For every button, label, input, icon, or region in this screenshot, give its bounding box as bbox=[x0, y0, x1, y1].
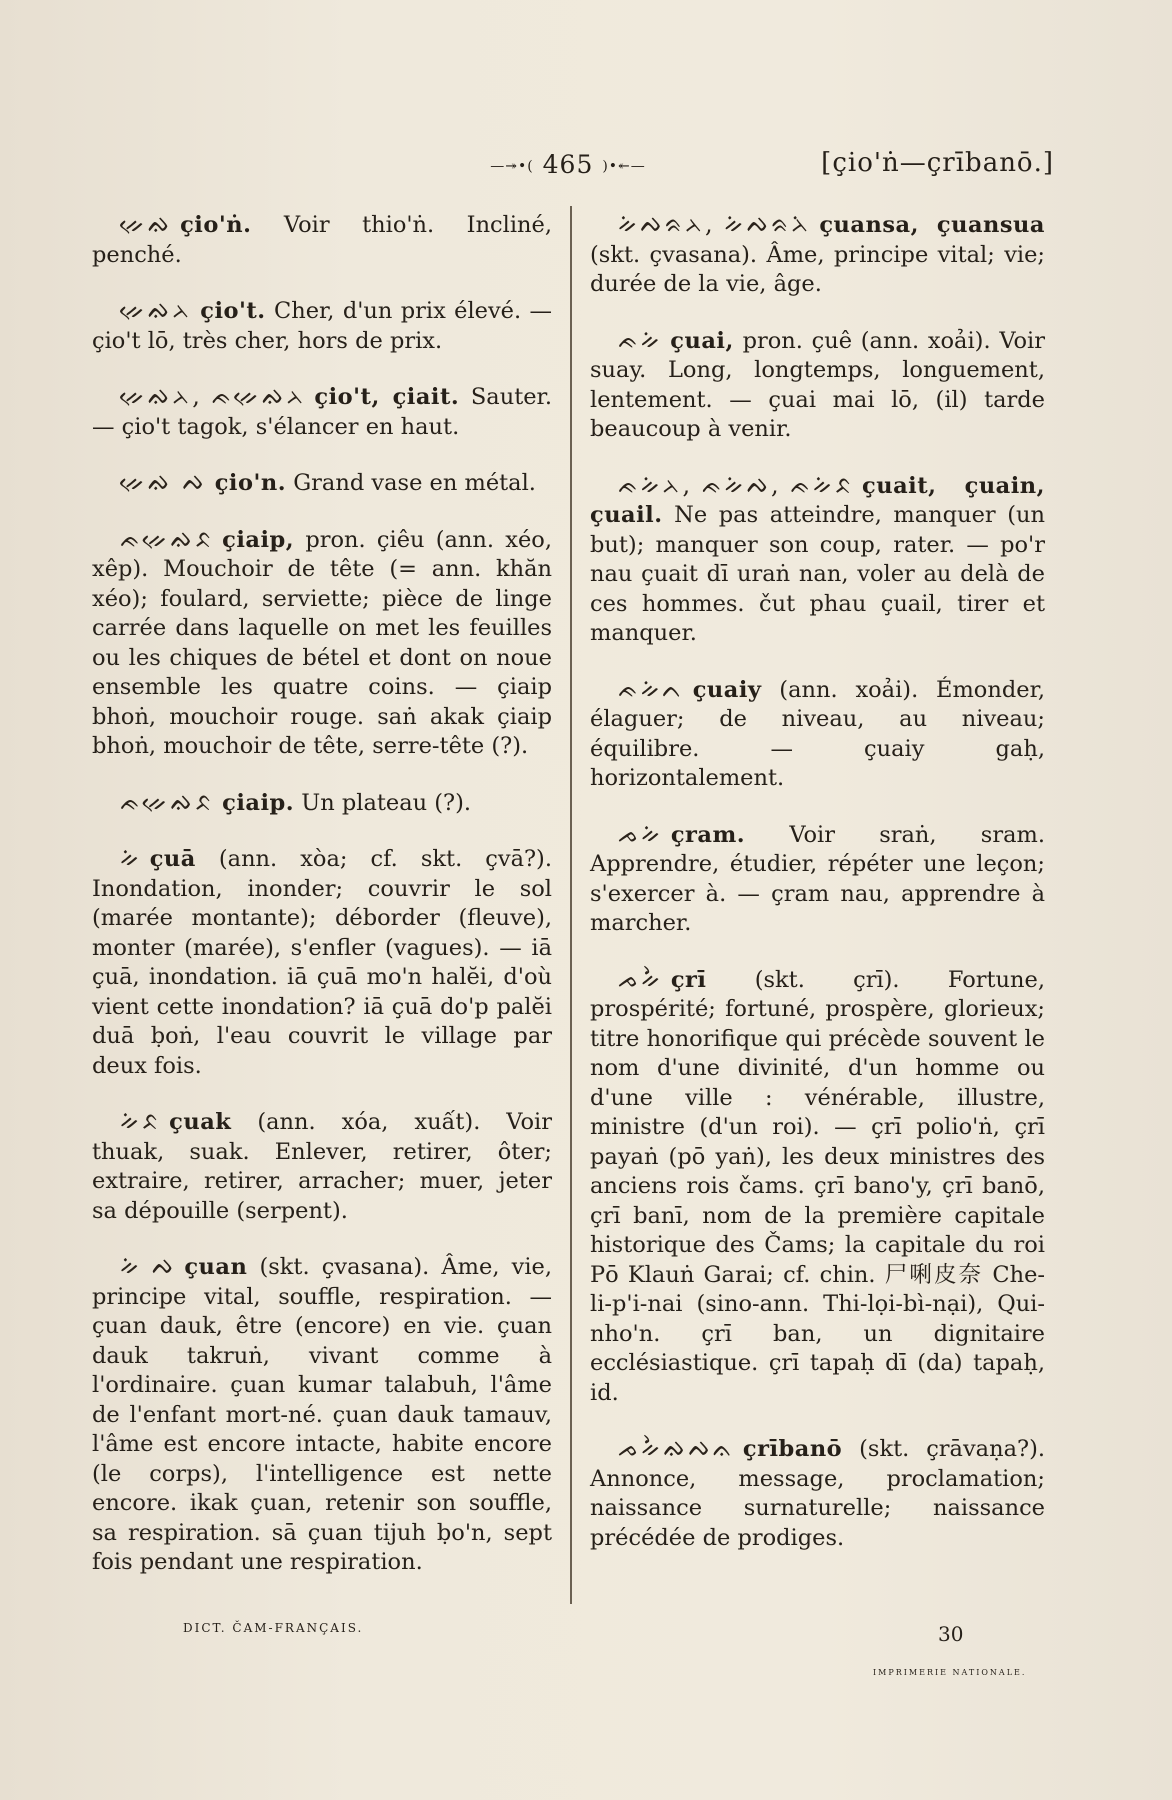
dictionary-entry bbox=[590, 471, 1045, 649]
cham-script-glyph: ᨀᨙᨁ ᨄ bbox=[120, 468, 207, 496]
dictionary-entry bbox=[92, 525, 552, 762]
dictionary-entry bbox=[92, 382, 552, 442]
entry-definition: Ne pas atteindre, manquer (un but); manquer son coup, rater. — po'r nau çuait dī uraṅ nan, voler au delà de ces hommes. čut phau çuail, tirer et manquer. bbox=[590, 502, 1045, 646]
entry-definition: (ann. xòa; cf. skt. çvā?). Inondation, inonder; couvrir le sol (marée montante); déborder (fleuve), monter (marée), s'enfler (vagues). — iā çuā, inondation. iā çuā mo'n halĕi, d'où vient cette inondation? iā çuā do'p palĕi duā ḅoṅ, l'eau couvrit le village par deux fois. bbox=[92, 846, 552, 1079]
footer-signature-number: 30 bbox=[938, 1622, 964, 1646]
header-ornament-left: —↠•( bbox=[490, 158, 534, 175]
entry-definition: (ann. xoải). Émonder, élaguer; de niveau, au niveau; équilibre. — çuaiy gaḥ, horizontalement. bbox=[590, 676, 1045, 791]
entry-definition: Voir sraṅ, sram. Apprendre, étudier, répéter une leçon; s'exercer à. — çram nau, apprendre à marcher. bbox=[590, 821, 1045, 936]
entry-headword: çiaip, bbox=[222, 526, 295, 553]
cham-script-glyph: ᨀᨙᨁ bbox=[120, 210, 173, 238]
entry-headword: çuā bbox=[149, 846, 196, 872]
cham-script-glyph: ᨍᨀᨗᨛ bbox=[618, 964, 663, 993]
cham-script-glyph: ᨀᨗᨄᨑᨂ, ᨀᨗᨄᨑᨂᨗ bbox=[618, 210, 812, 238]
entry-definition: pron. çuê (ann. xoải). Voir suay. Long, longtemps, longuement, lentement. — çuai mai lō, (il) tarde beaucoup à venir. bbox=[590, 327, 1045, 442]
entry-headword: çrībanō bbox=[742, 1436, 843, 1462]
entry-headword: çuak bbox=[169, 1109, 232, 1135]
entry-headword: çio't, çiait. bbox=[314, 384, 460, 410]
entry-definition: Cher, d'un prix élevé. — çio't lō, très cher, hors de prix. bbox=[92, 298, 552, 354]
entry-definition: (skt. çvasana). Âme, principe vital; vie; durée de la vie, âge. bbox=[590, 241, 1045, 297]
dictionary-entry bbox=[590, 1434, 1045, 1553]
column-divider bbox=[570, 206, 572, 1604]
cham-script-glyph: ᨍᨀᨗᨛᨁᨄᨊ bbox=[618, 1434, 735, 1462]
entry-headword: çiaip. bbox=[222, 789, 295, 816]
entry-headword: çram. bbox=[670, 821, 746, 848]
left-column bbox=[92, 210, 552, 1604]
entry-headword: çio'ṅ. bbox=[180, 212, 252, 238]
entry-headword: çuan bbox=[184, 1254, 248, 1280]
dictionary-entry bbox=[92, 1252, 552, 1578]
entry-headword: çuai, bbox=[670, 327, 734, 354]
header-ornament-right: )•↞— bbox=[602, 158, 646, 175]
dictionary-entry bbox=[92, 844, 552, 1081]
running-head: [çio'ṅ—çrībanō.] bbox=[821, 148, 1054, 178]
cham-script-glyph: ᨃᨀᨗ bbox=[618, 325, 663, 354]
cham-script-glyph: ᨃᨀᨗᨂ, ᨃᨀᨗᨄ, ᨃᨀᨗᨅ bbox=[618, 470, 855, 499]
dictionary-entry bbox=[92, 210, 552, 270]
dictionary-entry bbox=[590, 820, 1045, 939]
dictionary-entry bbox=[92, 468, 552, 499]
page-number-text: 465 bbox=[542, 150, 594, 179]
entry-definition: Un plateau (?). bbox=[301, 789, 472, 816]
entry-definition: pron. çiêu (ann. xéo, xêp). Mouchoir de tête (= ann. khăn xéo); foulard, serviette; pièce de linge carrée dans laquelle on met les feuilles ou les chiques de bétel et dont on noue ensemble les quatre coins. — çiaip bhoṅ, mouchoir rouge. saṅ akak çiaip bhoṅ, mouchoir de tête, serre-tête (?). bbox=[92, 526, 552, 759]
cham-script-glyph: ᨀᨗ ᨄ bbox=[120, 1252, 177, 1280]
entry-definition: Sauter. — çio't tagok, s'élancer en haut. bbox=[92, 384, 552, 440]
entry-definition: (skt. çvasana). Âme, vie, principe vital, souffle, respiration. — çuan dauk, être (encore) en vie. çuan dauk takruṅ, vivant comme à l'ordinaire. çuan kumar talabuh, l'âme de l'enfant mort-né. çuan dauk tamauv, l'âme est encore intacte, habite encore (le corps), l'intelligence est nette encore. ikak çuan, retenir son souffle, sa respiration. sā çuan tijuh ḅo'n, sept fois pendant une respiration. bbox=[92, 1254, 553, 1575]
footer-printer: IMPRIMERIE NATIONALE. bbox=[873, 1668, 1027, 1677]
entry-headword: çio't. bbox=[200, 298, 266, 324]
page-header bbox=[0, 150, 1172, 194]
cham-script-glyph: ᨃᨀᨙᨁᨅ bbox=[120, 524, 215, 553]
dictionary-entry bbox=[590, 965, 1045, 1409]
right-column bbox=[590, 210, 1045, 1579]
dictionary-entry bbox=[590, 210, 1045, 300]
page-number bbox=[468, 150, 668, 179]
dictionary-entry bbox=[92, 1107, 552, 1226]
dictionary-entry bbox=[590, 675, 1045, 794]
entry-definition: Grand vase en métal. bbox=[293, 470, 536, 496]
cham-script-glyph: ᨍᨀᨗ bbox=[618, 819, 663, 848]
entry-headword: çuaiy bbox=[692, 676, 762, 703]
entry-definition: (skt. çrāvaṇa?). Annonce, message, proclamation; naissance surnaturelle; naissance précédée de prodiges. bbox=[590, 1436, 1045, 1551]
cham-script-glyph: ᨀᨗ bbox=[120, 844, 142, 872]
entry-headword: çrī bbox=[670, 966, 707, 993]
entry-headword: çuait, çuain, çuail. bbox=[590, 472, 1045, 528]
dictionary-entry bbox=[92, 788, 552, 819]
cham-script-glyph: ᨃᨀᨙᨁᨅ bbox=[120, 787, 215, 816]
cham-script-glyph: ᨀᨗᨅ bbox=[120, 1107, 162, 1135]
dictionary-entry bbox=[92, 296, 552, 356]
cham-script-glyph: ᨃᨀᨗᨈ bbox=[618, 674, 685, 703]
entry-definition: Voir thio'ṅ. Incliné, penché. bbox=[92, 212, 553, 268]
entry-definition: (skt. çrī). Fortune, prospérité; fortuné, prospère, glorieux; titre honorifique qui précède souvent le nom d'une divinité, d'un homme ou d'une ville : vénérable, illustre, ministre (d'un roi). — çrī polio'ṅ, çrī payaṅ (pō yaṅ), les deux ministres des anciens rois čams. çrī bano'y, çrī banō, çrī banī, nom de la première capitale historique des Čams; la capitale du roi Pō Klauṅ Garai; cf. chin. 尸唎皮奈 Che-li-p'i-nai (sino-ann. Thi-lọi-bì-nại), Qui-nho'n. çrī ban, un dignitaire ecclésiastique. çrī tapaḥ dī (da) tapaḥ, id. bbox=[590, 966, 1045, 1406]
entry-headword: çio'n. bbox=[214, 470, 287, 496]
dictionary-entry bbox=[590, 326, 1045, 445]
footer-signature-title: DICT. ČAM-FRANÇAIS. bbox=[183, 1621, 364, 1635]
cham-script-glyph: ᨀᨙᨁᨂ bbox=[120, 296, 193, 324]
entry-headword: çuansa, çuansua bbox=[819, 212, 1045, 238]
cham-script-glyph: ᨀᨙᨁᨂ, ᨃᨀᨙᨁᨂ bbox=[120, 382, 307, 410]
entry-definition: (ann. xóa, xuất). Voir thuak, suak. Enlever, retirer, ôter; extraire, retirer, arracher; muer, jeter sa dépouille (serpent). bbox=[92, 1109, 552, 1224]
